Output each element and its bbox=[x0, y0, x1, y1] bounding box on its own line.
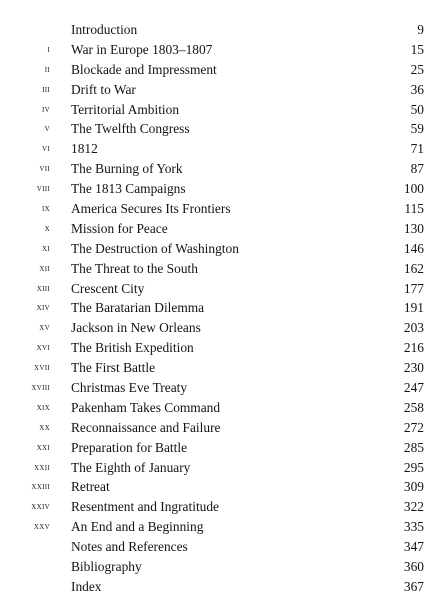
chapter-number: xxv bbox=[33, 521, 50, 533]
page-number: 258 bbox=[403, 399, 424, 415]
chapter-title: Crescent City bbox=[71, 280, 145, 296]
toc-entry[interactable] bbox=[0, 20, 447, 40]
chapter-number: xviii bbox=[31, 382, 50, 394]
chapter-number: v bbox=[44, 123, 50, 135]
page-number: 15 bbox=[410, 41, 424, 57]
chapter-number: iii bbox=[42, 83, 50, 95]
chapter-title: Mission for Peace bbox=[71, 220, 168, 236]
chapter-title: Introduction bbox=[71, 22, 138, 37]
chapter-number: xxiv bbox=[31, 501, 50, 513]
page-number: 360 bbox=[403, 559, 424, 575]
chapter-number: xxiii bbox=[31, 481, 50, 493]
toc-entry[interactable] bbox=[0, 358, 447, 378]
chapter-title: Index bbox=[71, 578, 102, 594]
toc-entry[interactable] bbox=[0, 100, 447, 120]
page-number: 230 bbox=[403, 360, 424, 376]
chapter-number: ix bbox=[42, 203, 50, 215]
toc-entry[interactable] bbox=[0, 80, 447, 100]
chapter-number: xix bbox=[36, 401, 50, 413]
toc-entry[interactable] bbox=[0, 438, 447, 458]
chapter-title: America Secures Its Frontiers bbox=[71, 201, 231, 217]
chapter-title: The Threat to the South bbox=[71, 260, 198, 276]
chapter-title: 1812 bbox=[71, 141, 98, 157]
table-of-contents bbox=[0, 20, 447, 597]
page-number: 247 bbox=[403, 380, 424, 396]
page-number: 87 bbox=[410, 161, 424, 177]
toc-entry[interactable] bbox=[0, 577, 447, 597]
chapter-number: i bbox=[47, 43, 50, 55]
chapter-title: The 1813 Campaigns bbox=[71, 181, 186, 197]
chapter-title: War in Europe 1803–1807 bbox=[71, 41, 213, 57]
page-number: 9 bbox=[417, 22, 424, 37]
chapter-number: xiii bbox=[36, 282, 50, 294]
page-number: 59 bbox=[410, 121, 424, 137]
page-number: 322 bbox=[403, 499, 424, 515]
toc-entry[interactable] bbox=[0, 557, 447, 577]
chapter-number: vi bbox=[42, 143, 50, 155]
toc-entry[interactable] bbox=[0, 418, 447, 438]
page-number: 309 bbox=[403, 479, 424, 495]
toc-entry[interactable] bbox=[0, 239, 447, 259]
page-number: 177 bbox=[403, 280, 424, 296]
chapter-title: Jackson in New Orleans bbox=[71, 320, 201, 336]
chapter-title: Pakenham Takes Command bbox=[71, 399, 221, 415]
toc-entry[interactable] bbox=[0, 318, 447, 338]
toc-entry[interactable] bbox=[0, 139, 447, 159]
toc-entry[interactable] bbox=[0, 219, 447, 239]
chapter-number: xv bbox=[39, 322, 50, 334]
toc-entry[interactable] bbox=[0, 497, 447, 517]
chapter-number: xi bbox=[42, 242, 50, 254]
toc-entry[interactable] bbox=[0, 517, 447, 537]
page-number: 335 bbox=[403, 519, 424, 535]
page-number: 100 bbox=[403, 181, 424, 197]
page-number: 50 bbox=[410, 101, 424, 117]
page-number: 25 bbox=[410, 61, 424, 77]
chapter-number: x bbox=[44, 222, 50, 234]
page-number: 367 bbox=[403, 578, 424, 594]
toc-entry[interactable] bbox=[0, 537, 447, 557]
page-number: 130 bbox=[403, 220, 424, 236]
page-number: 191 bbox=[403, 300, 424, 316]
chapter-number: iv bbox=[42, 103, 50, 115]
chapter-title: Bibliography bbox=[71, 559, 142, 575]
toc-entry[interactable] bbox=[0, 179, 447, 199]
toc-entry[interactable] bbox=[0, 119, 447, 139]
chapter-title: Notes and References bbox=[71, 539, 188, 555]
chapter-title: Drift to War bbox=[71, 81, 136, 97]
page-number: 146 bbox=[403, 240, 424, 256]
toc-entry[interactable] bbox=[0, 398, 447, 418]
chapter-title: The Destruction of Washington bbox=[71, 240, 239, 256]
chapter-title: Reconnaissance and Failure bbox=[71, 419, 221, 435]
page-number: 71 bbox=[410, 141, 424, 157]
toc-entry[interactable] bbox=[0, 338, 447, 358]
chapter-number: xx bbox=[39, 421, 50, 433]
page-number: 272 bbox=[403, 419, 424, 435]
chapter-title: An End and a Beginning bbox=[71, 519, 204, 535]
page-number: 347 bbox=[403, 539, 424, 555]
chapter-number: ii bbox=[44, 63, 50, 75]
chapter-title: The Burning of York bbox=[71, 161, 183, 177]
chapter-number: xxii bbox=[34, 461, 50, 473]
toc-entry[interactable] bbox=[0, 298, 447, 318]
chapter-number: viii bbox=[36, 183, 50, 195]
toc-entry[interactable] bbox=[0, 60, 447, 80]
chapter-title: Resentment and Ingratitude bbox=[71, 499, 219, 515]
chapter-title: Blockade and Impressment bbox=[71, 61, 217, 77]
page-number: 295 bbox=[403, 459, 424, 475]
chapter-title: The British Expedition bbox=[71, 340, 194, 356]
chapter-title: The First Battle bbox=[71, 360, 156, 376]
toc-entry[interactable] bbox=[0, 378, 447, 398]
chapter-number: vii bbox=[39, 163, 50, 175]
chapter-title: The Twelfth Congress bbox=[71, 121, 190, 137]
page-number: 216 bbox=[403, 340, 424, 356]
chapter-title: Retreat bbox=[71, 479, 110, 495]
chapter-number: xxi bbox=[36, 441, 50, 453]
chapter-title: The Baratarian Dilemma bbox=[71, 300, 205, 316]
page-number: 115 bbox=[404, 201, 424, 217]
chapter-title: Territorial Ambition bbox=[71, 101, 180, 117]
toc-entry[interactable] bbox=[0, 40, 447, 60]
toc-entry[interactable] bbox=[0, 159, 447, 179]
toc-entry[interactable] bbox=[0, 279, 447, 299]
chapter-title: Preparation for Battle bbox=[71, 439, 188, 455]
chapter-title: Christmas Eve Treaty bbox=[71, 380, 188, 396]
page-number: 203 bbox=[403, 320, 424, 336]
page-number: 162 bbox=[403, 260, 424, 276]
chapter-number: xii bbox=[39, 262, 50, 274]
page-number: 36 bbox=[410, 81, 424, 97]
page-number: 285 bbox=[403, 439, 424, 455]
chapter-number: xvi bbox=[36, 342, 50, 354]
chapter-number: xiv bbox=[36, 302, 50, 314]
toc-entry[interactable] bbox=[0, 458, 447, 478]
toc-entry[interactable] bbox=[0, 259, 447, 279]
chapter-number: xvii bbox=[34, 362, 50, 374]
chapter-title: The Eighth of January bbox=[71, 459, 191, 475]
toc-entry[interactable] bbox=[0, 477, 447, 497]
toc-entry[interactable] bbox=[0, 199, 447, 219]
